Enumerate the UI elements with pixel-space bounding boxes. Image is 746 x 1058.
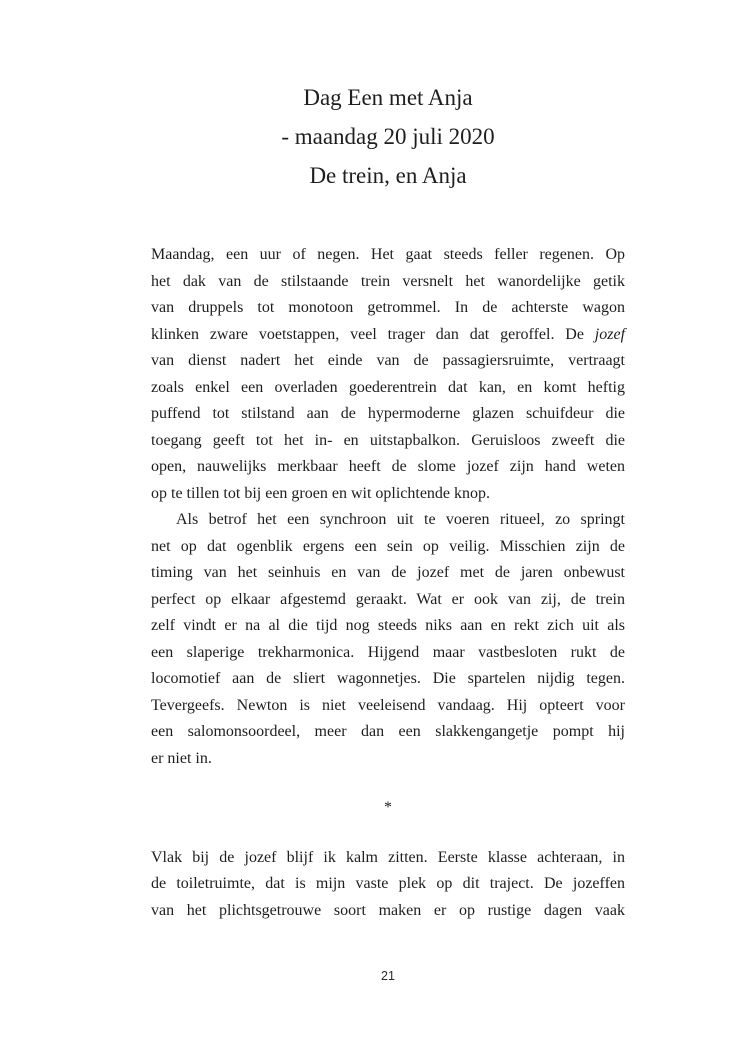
chapter-subtitle: De trein, en Anja bbox=[309, 163, 467, 188]
text-line: de toiletruimte, dat is mijn vaste plek op dit traject. De jozeffen bbox=[151, 875, 625, 892]
text-line: toegang geeft tot het in- en uitstapbalkon. Geruisloos zweeft die bbox=[151, 431, 625, 449]
text-line: op te tillen tot bij een groen en wit oplichtende knop. bbox=[151, 484, 491, 502]
page-number: 21 bbox=[381, 969, 395, 983]
paragraph-3 bbox=[151, 845, 625, 925]
text-line: Vlak bij de jozef blijf ik kalm zitten. Eerste klasse achteraan, in bbox=[151, 848, 625, 866]
paragraph-2 bbox=[151, 507, 625, 772]
text-line: van dienst nadert het einde van de passagiersruimte, vertraagt bbox=[151, 352, 625, 369]
chapter-date: - maandag 20 juli 2020 bbox=[281, 124, 495, 149]
text-line: Als betrof het een synchroon uit te voeren ritueel, zo springt bbox=[176, 511, 625, 528]
text-line: timing van het seinhuis en van de jozef met de jaren onbewust bbox=[151, 564, 625, 581]
text-line: Maandag, een uur of negen. Het gaat steeds feller regenen. Op bbox=[151, 246, 625, 263]
italic-term-jozef: jozef bbox=[594, 325, 626, 343]
text-line: net op dat ogenblik ergens een sein op veilig. Misschien zijn de bbox=[151, 537, 625, 555]
text-column bbox=[151, 78, 625, 924]
text-line: perfect op elkaar afgestemd geraakt. Wat er ook van zij, de trein bbox=[151, 590, 625, 608]
section-separator: * bbox=[384, 799, 392, 816]
chapter-title: Dag Een met Anja bbox=[303, 85, 473, 110]
text-line: zoals enkel een overladen goederentrein dat kan, en komt heftig bbox=[151, 378, 625, 396]
text-line: zelf vindt er na al die tijd nog steeds niks aan en rekt zich uit als bbox=[151, 617, 625, 634]
text-line: een slaperige trekharmonica. Hijgend maar vastbesloten rukt de bbox=[151, 643, 625, 661]
body-text bbox=[151, 242, 625, 924]
text-line: Tevergeefs. Newton is niet veeleisend vandaag. Hij opteert voor bbox=[151, 696, 625, 714]
text-line: van het plichtsgetrouwe soort maken er op rustige dagen vaak bbox=[151, 901, 625, 919]
text-run: klinken zware voetstappen, veel trager dan dat geroffel. De bbox=[151, 325, 584, 343]
text-line: open, nauwelijks merkbaar heeft de slome jozef zijn hand weten bbox=[151, 458, 625, 475]
text-line: het dak van de stilstaande trein versnelt het wanordelijke getik bbox=[151, 272, 625, 290]
text-line: puffend tot stilstand aan de hypermoderne glazen schuifdeur die bbox=[151, 405, 625, 422]
text-line: een salomonsoordeel, meer dan een slakkengangetje pompt hij bbox=[151, 723, 625, 740]
text-line: locomotief aan de sliert wagonnetjes. Die spartelen nijdig tegen. bbox=[151, 670, 625, 687]
chapter-heading bbox=[151, 78, 625, 195]
text-line: er niet in. bbox=[151, 749, 212, 767]
paragraph-1 bbox=[151, 242, 625, 507]
text-line bbox=[151, 322, 625, 349]
text-line: van druppels tot monotoon getrommel. In de achterste wagon bbox=[151, 299, 625, 316]
